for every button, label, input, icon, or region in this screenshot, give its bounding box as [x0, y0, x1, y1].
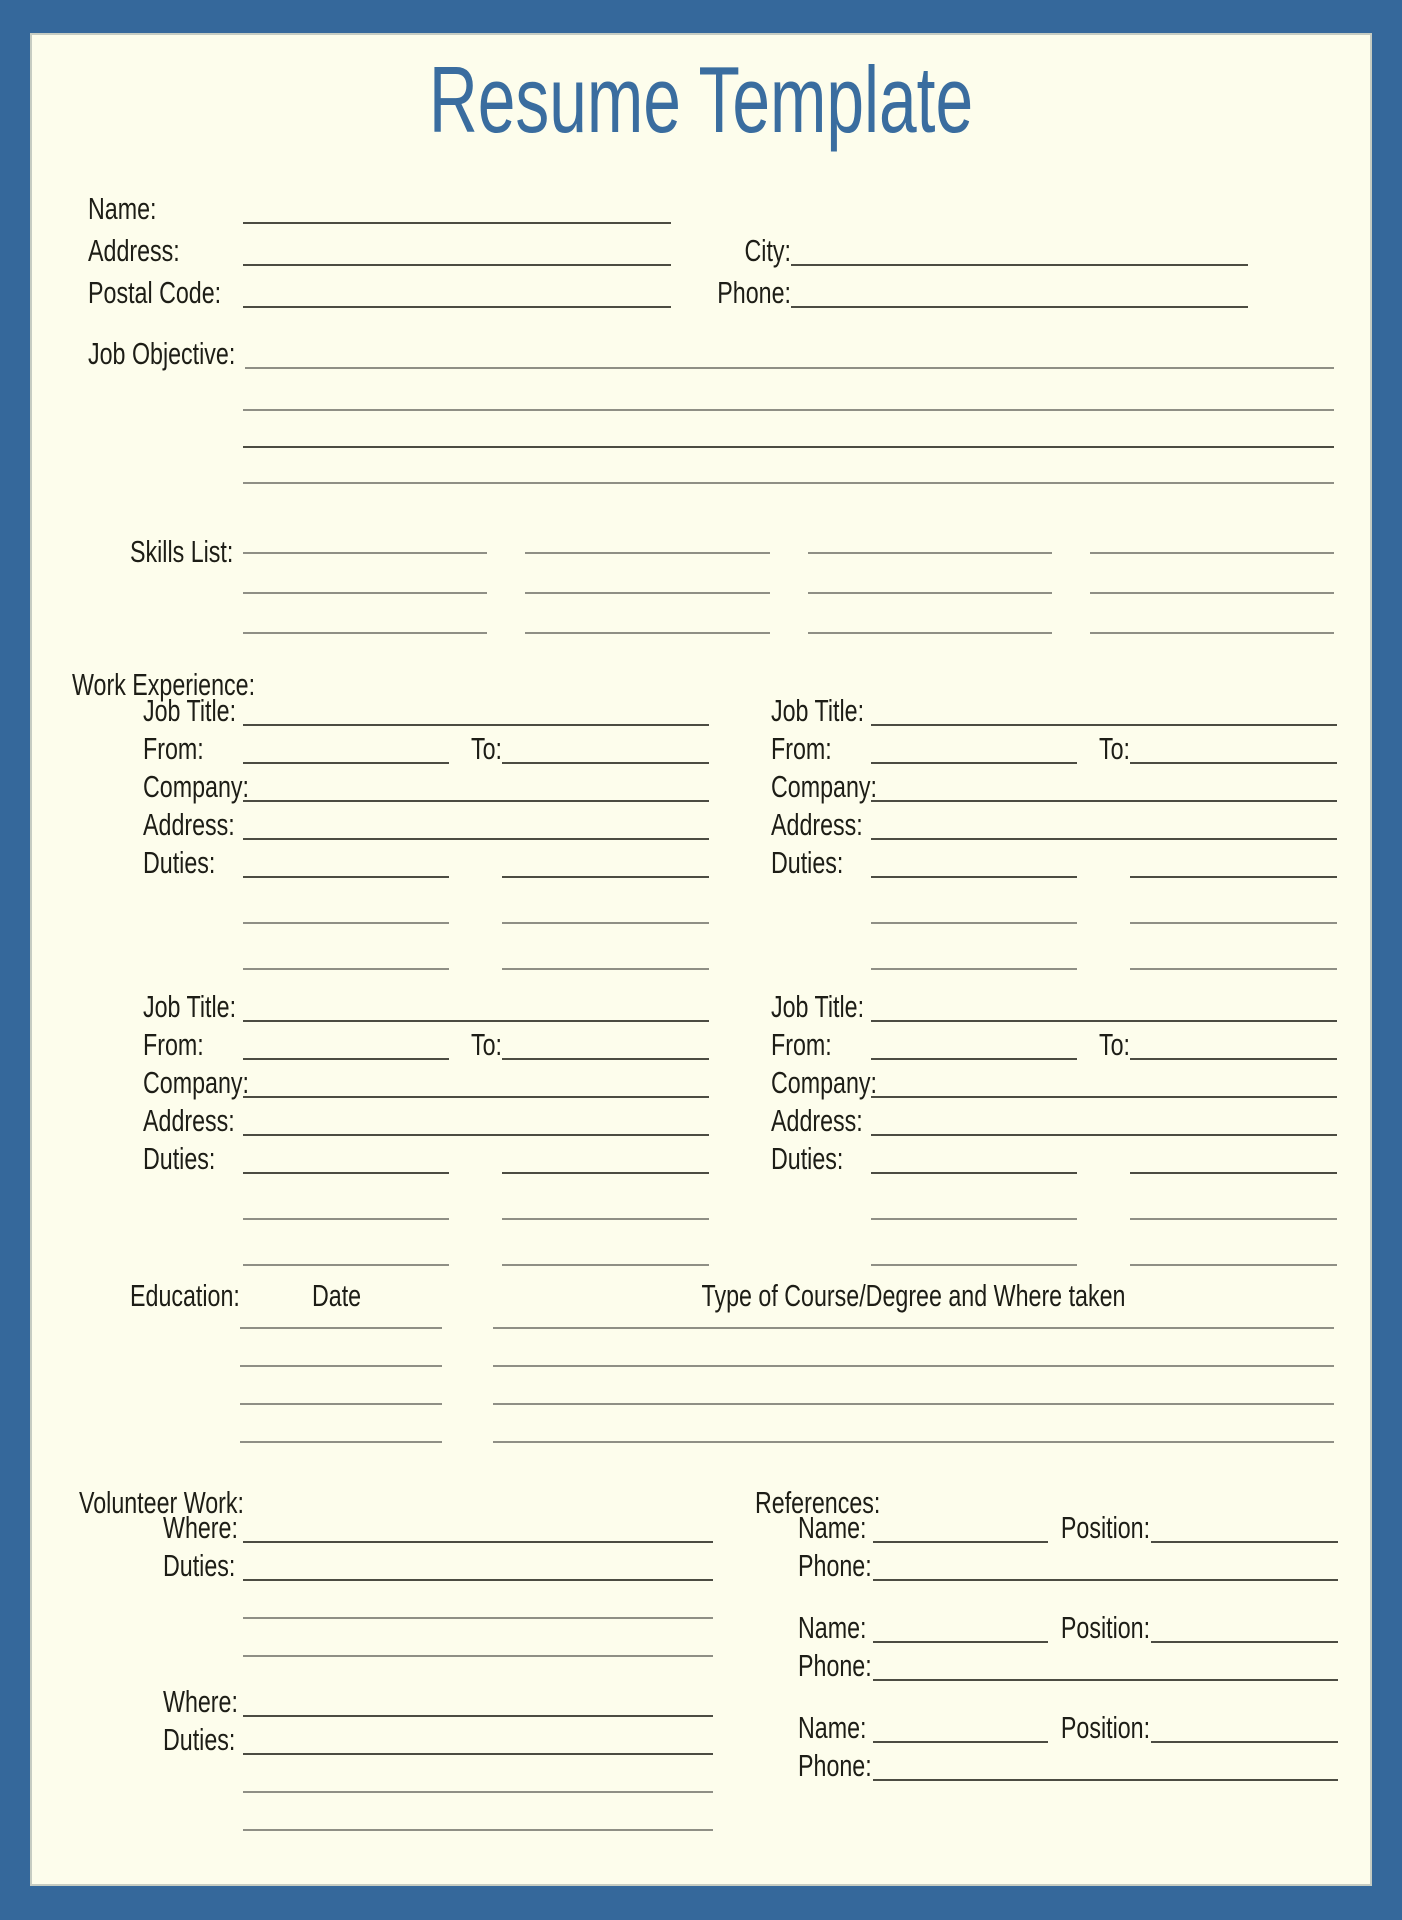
- references-rows: [755, 1487, 1338, 1781]
- to-label: To:: [470, 1027, 502, 1062]
- company-label: Company:: [771, 1065, 877, 1100]
- volunteer-duties-extra-line[interactable]: [243, 1829, 713, 1831]
- duties-label: Duties:: [771, 845, 844, 880]
- job-address-row: [771, 802, 1337, 840]
- job-address-label: Address:: [143, 807, 235, 842]
- skills-list-label: Skills List:: [130, 534, 234, 569]
- reference-name-field-line[interactable]: [873, 1641, 1048, 1643]
- volunteer-rows: [79, 1487, 713, 1831]
- volunteer-duties-field-line[interactable]: [243, 1579, 713, 1581]
- duties-field-line-right[interactable]: [1130, 922, 1337, 924]
- reference-name-label: Name:: [798, 1710, 867, 1745]
- resume-template-sheet: [32, 35, 1370, 1884]
- work-experience-grid: [143, 688, 1337, 1266]
- volunteer-duties-row: [79, 1717, 713, 1755]
- job-entry-block: [771, 688, 1337, 970]
- volunteer-duties-field-line[interactable]: [243, 1753, 713, 1755]
- to-label: To:: [1098, 731, 1130, 766]
- job-title-label: Job Title:: [771, 989, 865, 1024]
- duties-field-line-right[interactable]: [1130, 876, 1337, 878]
- duties-field-line-right[interactable]: [502, 922, 709, 924]
- job-address-label: Address:: [771, 1103, 863, 1138]
- duties-label: Duties:: [143, 845, 216, 880]
- reference-position-label: Position:: [1060, 1510, 1151, 1545]
- volunteer-duties-extra-line[interactable]: [243, 1791, 713, 1793]
- reference-name-label: Name:: [798, 1610, 867, 1645]
- duties-label: Duties:: [771, 1141, 844, 1176]
- company-row: [143, 764, 709, 802]
- company-row: [143, 1060, 709, 1098]
- job-title-row: [143, 688, 709, 726]
- job-title-field-line[interactable]: [243, 1020, 709, 1022]
- reference-entry-block: [755, 1505, 1338, 1581]
- city-field-line[interactable]: [791, 264, 1248, 266]
- reference-position-label: Position:: [1060, 1610, 1151, 1645]
- duties-extra-row: [771, 932, 1337, 970]
- education-rows: [130, 1308, 1334, 1443]
- duties-field-line-left[interactable]: [243, 1264, 449, 1266]
- from-field-line[interactable]: [871, 762, 1077, 764]
- job-address-row: [771, 1098, 1337, 1136]
- job-objective-field-line-1[interactable]: [245, 367, 1334, 369]
- duties-field-line-left[interactable]: [871, 876, 1077, 878]
- skill-field-line[interactable]: [808, 514, 1052, 554]
- skill-field-line[interactable]: [1090, 554, 1334, 594]
- skill-field-line[interactable]: [525, 594, 769, 634]
- page-title: Resume Template: [428, 47, 974, 152]
- education-date-header: Date: [312, 1278, 362, 1313]
- duties-extra-row: [771, 1228, 1337, 1266]
- education-course-header: Type of Course/Degree and Where taken: [701, 1278, 1126, 1313]
- job-title-row: [771, 984, 1337, 1022]
- reference-phone-label: Phone:: [798, 1548, 872, 1583]
- to-field-line[interactable]: [502, 762, 709, 764]
- volunteer-duties-extra-row: [79, 1619, 713, 1657]
- to-field-line[interactable]: [1130, 1058, 1337, 1060]
- job-title-field-line[interactable]: [871, 1020, 1337, 1022]
- duties-extra-row: [143, 1228, 709, 1266]
- job-entry-block: [771, 984, 1337, 1266]
- company-label: Company:: [771, 769, 877, 804]
- job-address-label: Address:: [771, 807, 863, 842]
- reference-entry-block: [755, 1605, 1338, 1681]
- reference-phone-label: Phone:: [798, 1748, 872, 1783]
- job-title-label: Job Title:: [771, 693, 865, 728]
- phone-label: Phone:: [717, 275, 791, 310]
- job-address-row: [143, 1098, 709, 1136]
- postal-code-field-line[interactable]: [243, 306, 671, 308]
- skill-field-line[interactable]: [525, 554, 769, 594]
- skill-field-line[interactable]: [243, 594, 487, 634]
- education-course-field-line[interactable]: [493, 1365, 1334, 1367]
- reference-name-field-line[interactable]: [873, 1541, 1048, 1543]
- phone-field-line[interactable]: [791, 306, 1248, 308]
- skill-field-line[interactable]: [1090, 514, 1334, 554]
- duties-field-line-right[interactable]: [502, 1218, 709, 1220]
- from-field-line[interactable]: [243, 762, 449, 764]
- volunteer-where-field-line[interactable]: [243, 1541, 713, 1543]
- address-label: Address:: [88, 233, 180, 268]
- duties-field-line-left[interactable]: [871, 1264, 1077, 1266]
- education-row: [130, 1405, 1334, 1443]
- company-field-line[interactable]: [243, 1096, 709, 1098]
- reference-phone-field-line[interactable]: [873, 1579, 1338, 1581]
- name-row: [88, 182, 1334, 224]
- volunteer-entry-block: [79, 1679, 713, 1831]
- volunteer-duties-extra-row: [79, 1755, 713, 1793]
- contact-section: [88, 182, 1334, 308]
- company-field-line[interactable]: [871, 1096, 1337, 1098]
- to-field-line[interactable]: [1130, 762, 1337, 764]
- job-title-label: Job Title:: [143, 693, 237, 728]
- postal-code-label: Postal Code:: [88, 275, 222, 310]
- job-objective-section: [88, 333, 1334, 484]
- from-to-row: [771, 726, 1337, 764]
- reference-position-field-line[interactable]: [1151, 1641, 1338, 1643]
- duties-field-line-right[interactable]: [502, 876, 709, 878]
- name-label: Name:: [88, 191, 157, 226]
- reference-phone-label: Phone:: [798, 1648, 872, 1683]
- reference-name-position-row: [755, 1505, 1338, 1543]
- reference-name-label: Name:: [798, 1510, 867, 1545]
- company-field-line[interactable]: [243, 800, 709, 802]
- duties-field-line-left[interactable]: [243, 1172, 449, 1174]
- volunteer-entry-block: [79, 1505, 713, 1657]
- reference-name-position-row: [755, 1705, 1338, 1743]
- duties-field-line-right[interactable]: [502, 1264, 709, 1266]
- duties-field-line-right[interactable]: [502, 1172, 709, 1174]
- duties-row: [771, 840, 1337, 878]
- company-row: [771, 764, 1337, 802]
- reference-phone-row: [755, 1543, 1338, 1581]
- from-to-row: [143, 1022, 709, 1060]
- company-label: Company:: [143, 769, 249, 804]
- duties-field-line-left[interactable]: [243, 1218, 449, 1220]
- skills-section: [130, 514, 1334, 634]
- from-label: From:: [143, 1027, 204, 1062]
- duties-field-line-left[interactable]: [243, 876, 449, 878]
- skill-field-line[interactable]: [243, 514, 487, 554]
- job-entry-block: [143, 688, 709, 970]
- duties-field-line-left[interactable]: [871, 922, 1077, 924]
- education-course-field-line[interactable]: [493, 1327, 1334, 1329]
- education-row: [130, 1329, 1334, 1367]
- volunteer-duties-row: [79, 1543, 713, 1581]
- reference-position-label: Position:: [1060, 1710, 1151, 1745]
- volunteer-duties-extra-row: [79, 1793, 713, 1831]
- education-header-row: [130, 1278, 1334, 1313]
- volunteer-section: [79, 1487, 713, 1831]
- job-objective-field-line-4[interactable]: [243, 482, 1334, 484]
- city-label: City:: [744, 233, 791, 268]
- job-title-row: [771, 688, 1337, 726]
- references-section: [755, 1487, 1338, 1781]
- job-address-field-line[interactable]: [243, 1134, 709, 1136]
- from-to-row: [143, 726, 709, 764]
- reference-phone-field-line[interactable]: [873, 1779, 1338, 1781]
- education-date-field-line[interactable]: [240, 1365, 442, 1367]
- duties-row: [143, 1136, 709, 1174]
- reference-name-field-line[interactable]: [873, 1741, 1048, 1743]
- postal-phone-row: [88, 266, 1334, 308]
- reference-phone-row: [755, 1743, 1338, 1781]
- volunteer-duties-extra-line[interactable]: [243, 1655, 713, 1657]
- education-header: Education:: [130, 1278, 240, 1313]
- company-field-line[interactable]: [871, 800, 1337, 802]
- volunteer-where-label: Where:: [163, 1684, 238, 1719]
- duties-row: [143, 840, 709, 878]
- job-objective-label: Job Objective:: [88, 336, 236, 371]
- education-row: [130, 1367, 1334, 1405]
- reference-phone-field-line[interactable]: [873, 1679, 1338, 1681]
- to-label: To:: [1098, 1027, 1130, 1062]
- to-field-line[interactable]: [502, 1058, 709, 1060]
- volunteer-duties-extra-line[interactable]: [243, 1617, 713, 1619]
- job-address-field-line[interactable]: [871, 1134, 1337, 1136]
- duties-field-line-left[interactable]: [243, 922, 449, 924]
- from-field-line[interactable]: [871, 1058, 1077, 1060]
- duties-field-line-right[interactable]: [1130, 1264, 1337, 1266]
- volunteer-header: Volunteer Work:: [79, 1485, 244, 1520]
- from-label: From:: [771, 1027, 832, 1062]
- to-label: To:: [470, 731, 502, 766]
- job-title-field-line[interactable]: [243, 724, 709, 726]
- duties-extra-row: [771, 1182, 1337, 1220]
- duties-field-line-right[interactable]: [1130, 1218, 1337, 1220]
- job-objective-field-line-3[interactable]: [243, 446, 1334, 448]
- duties-extra-row: [771, 886, 1337, 924]
- duties-field-line-left[interactable]: [871, 968, 1077, 970]
- skill-field-line[interactable]: [243, 554, 487, 594]
- from-field-line[interactable]: [243, 1058, 449, 1060]
- references-header: References:: [755, 1485, 881, 1520]
- education-date-field-line[interactable]: [240, 1327, 442, 1329]
- duties-label: Duties:: [143, 1141, 216, 1176]
- from-label: From:: [143, 731, 204, 766]
- job-address-row: [143, 802, 709, 840]
- duties-field-line-right[interactable]: [502, 968, 709, 970]
- skill-field-line[interactable]: [525, 514, 769, 554]
- volunteer-where-label: Where:: [163, 1510, 238, 1545]
- job-entry-block: [143, 984, 709, 1266]
- volunteer-duties-label: Duties:: [163, 1548, 236, 1583]
- skill-field-line[interactable]: [808, 554, 1052, 594]
- reference-name-position-row: [755, 1605, 1338, 1643]
- volunteer-duties-extra-row: [79, 1581, 713, 1619]
- duties-field-line-right[interactable]: [1130, 968, 1337, 970]
- duties-extra-row: [143, 1182, 709, 1220]
- job-address-label: Address:: [143, 1103, 235, 1138]
- duties-extra-row: [143, 932, 709, 970]
- skills-grid: [243, 514, 1334, 634]
- duties-extra-row: [143, 886, 709, 924]
- duties-row: [771, 1136, 1337, 1174]
- education-date-field-line[interactable]: [240, 1441, 442, 1443]
- education-course-field-line[interactable]: [493, 1403, 1334, 1405]
- company-row: [771, 1060, 1337, 1098]
- volunteer-where-row: [79, 1679, 713, 1717]
- skill-field-line[interactable]: [808, 594, 1052, 634]
- job-address-field-line[interactable]: [243, 838, 709, 840]
- skill-field-line[interactable]: [1090, 594, 1334, 634]
- education-section: [130, 1280, 1334, 1443]
- education-course-field-line[interactable]: [493, 1441, 1334, 1443]
- company-label: Company:: [143, 1065, 249, 1100]
- job-objective-field-line-2[interactable]: [243, 409, 1334, 411]
- address-field-line[interactable]: [243, 264, 671, 266]
- duties-field-line-left[interactable]: [871, 1172, 1077, 1174]
- reference-phone-row: [755, 1643, 1338, 1681]
- job-title-label: Job Title:: [143, 989, 237, 1024]
- job-address-field-line[interactable]: [871, 838, 1337, 840]
- duties-field-line-left[interactable]: [243, 968, 449, 970]
- volunteer-where-row: [79, 1505, 713, 1543]
- reference-position-field-line[interactable]: [1151, 1541, 1338, 1543]
- job-title-field-line[interactable]: [871, 724, 1337, 726]
- volunteer-duties-label: Duties:: [163, 1722, 236, 1757]
- volunteer-where-field-line[interactable]: [243, 1715, 713, 1717]
- reference-position-field-line[interactable]: [1151, 1741, 1338, 1743]
- name-field-line[interactable]: [243, 222, 671, 224]
- education-date-field-line[interactable]: [240, 1403, 442, 1405]
- duties-field-line-left[interactable]: [871, 1218, 1077, 1220]
- job-objective-row: [88, 333, 1334, 369]
- from-label: From:: [771, 731, 832, 766]
- reference-entry-block: [755, 1705, 1338, 1781]
- address-city-row: [88, 224, 1334, 266]
- job-title-row: [143, 984, 709, 1022]
- duties-field-line-right[interactable]: [1130, 1172, 1337, 1174]
- work-experience-header: Work Experience:: [72, 667, 256, 702]
- from-to-row: [771, 1022, 1337, 1060]
